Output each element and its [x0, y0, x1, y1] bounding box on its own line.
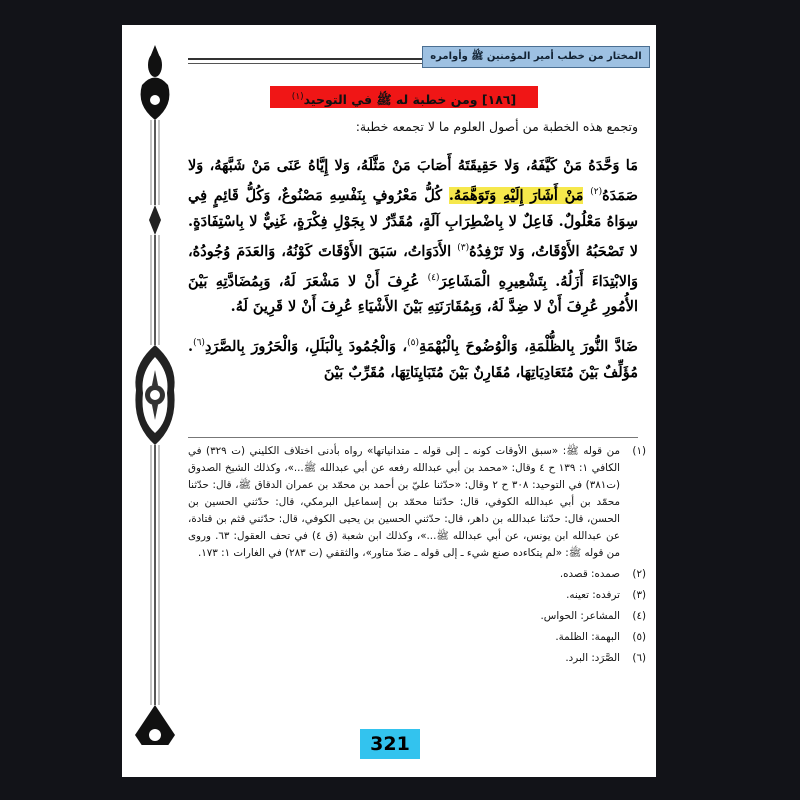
footnote	[188, 629, 646, 646]
highlighted-phrase: مَنْ أَشَارَ إِلَيْهِ وَتَوَهَّمَهُ.	[448, 186, 584, 204]
footnote-ref: (٣)	[457, 242, 470, 253]
footnote	[188, 443, 646, 562]
sermon-title-text: [١٨٦] ومن خطبة له ﷺ في التوحيد	[303, 92, 517, 108]
footnote-text: الصَّرَد: البرد.	[565, 652, 620, 664]
running-header: المختار من خطب أمير المؤمنين ﷺ وأوامره	[422, 46, 650, 68]
text-segment: عُرِفَ أَنْ لا مَشْعَرَ لَهُ، وَبِمُضَادَّتِهِ بَيْنَ الأُمُورِ عُرِفَ أَنْ لا ضِدَّ لَهُ، وَبِمُقَارَنَتِهِ بَيْنَ الأَشْيَاءِ عُرِفَ أَنْ لا قَرِينَ لَهُ.	[188, 272, 638, 316]
text-segment: . مُؤَلِّفٌ بَيْنَ مُتَعَادِيَاتِهَا، مُقَارِنٌ بَيْنَ مُتَبَايِنَاتِهَا، مُقَرِّبٌ بَيْنَ	[188, 338, 638, 382]
footnote-ref: (١)	[291, 92, 304, 102]
text-segment: كُلُّ مَعْرُوفٍ بِنَفْسِهِ مَصْنُوعٌ، وَكُلُّ قَائِمٍ فِي سِوَاهُ مَعْلُولٌ. فَاعِلٌ لا بِاضْطِرَابِ آلَةٍ، مُقَدِّرٌ لا بِجَوْلِ فِكْرَةٍ، غَنِيٌّ لا بِاسْتِفَادَةٍ. لا تَصْحَبُهُ الأَوْقَاتُ، وَلا تَرْفِدُهُ	[188, 186, 638, 260]
footnote-text: البهمة: الظلمة.	[555, 631, 620, 643]
page-number: 321	[360, 729, 420, 759]
footnote	[188, 587, 646, 604]
footnote-ref: (٢)	[590, 187, 603, 197]
footnote-text: ترفده: تعينه.	[566, 589, 620, 601]
footnote-ref: (٤)	[427, 272, 440, 283]
footnote-number: (٦)	[632, 652, 646, 664]
footnote	[188, 608, 646, 625]
book-page	[122, 25, 656, 777]
footnote-text: صمده: قصده.	[559, 568, 620, 580]
ornament-column-icon	[130, 45, 180, 745]
footnote-number: (٢)	[632, 568, 646, 580]
footnotes	[188, 443, 646, 671]
paragraph	[188, 153, 638, 320]
footnote-ref: (٥)	[407, 338, 419, 349]
footnote-ref: (٦)	[193, 338, 205, 349]
sermon-title	[270, 86, 538, 108]
text-segment: ، وَالْجُمُودَ بِالْبَلَلِ، وَالْحَرُورَ بِالصَّرَدِ	[204, 338, 408, 356]
paragraph	[188, 330, 638, 386]
text-segment: الأَدَوَاتُ، سَبَقَ الأَوْقَاتَ كَوْنُهُ، وَالعَدَمَ وُجُودُهُ، وَالابْتِدَاءَ أَزَلُهُ. بِتَشْعِيرِهِ الْمَشَاعِرَ	[188, 242, 638, 290]
footnote-number: (٤)	[632, 610, 646, 622]
footnote-number: (٣)	[632, 589, 646, 601]
footnote-number: (١)	[632, 445, 646, 457]
footnote-text: من قوله ﷺ: «سبق الأوقات كونه ـ إلى قوله ـ متدانياتها» رواه بأدنى اختلاف الكليني (ت ٣٢٩) في الكافي ١: ١٣٩ ح ٤ وقال: «محمد بن أبي عبدالله رفعه عن أبي عبدالله ﷺ...»، وكذلك الشيخ الصدوق (ت٣٨١) في التوحيد: ٣٠٨ ح ٢ وقال: «حدّثنا عليّ بن أحمد بن محمّد بن عمران الدقاق ﷺ، قال: حدّثنا محمّد بن أبي عبدالله الكوفي، قال: حدّثنا محمّد بن إسماعيل البرمكي، قال: حدّثني الحسين بن الحسن، قال: حدّثنا عبدالله بن داهر، قال: حدّثني الحسين بن يحيى الكوفي، قال: حدّثني قثم بن قتادة، عن عبدالله ابن يونس، عن أبي عبدالله ﷺ...»، وكذلك ابن شعبة (ق ٤) في تحف العقول: ٦٣. وروى من قوله ﷺ: «لم يتكاءده صنع شيء ـ إلى قوله ـ ضدّ متاور»، والثقفي (ت ٢٨٣) في الغارات ١: ١٧٣.	[188, 445, 621, 559]
text-segment: مَا وَحَّدَهُ مَنْ كَيَّفَهُ، وَلا حَقِيقَتَهُ أَصَابَ مَنْ مَثَّلَهُ، وَلا إِيَّاهُ عَنَى مَنْ شَبَّهَهُ، وَلا صَمَدَهُ	[188, 157, 638, 204]
sermon-text	[188, 153, 638, 396]
footnote-separator	[188, 437, 638, 438]
footnote	[188, 650, 646, 667]
text-segment: ضَادَّ النُّورَ بِالظُّلْمَةِ، وَالْوُضُوحَ بِالْبُهْمَةِ	[418, 338, 638, 356]
footnote	[188, 566, 646, 583]
footnote-number: (٥)	[632, 631, 646, 643]
footnote-text: المشاعر: الحواس.	[540, 610, 620, 622]
intro-text: وتجمع هذه الخطبة من أصول العلوم ما لا تجمعه خطبة:	[355, 119, 638, 134]
